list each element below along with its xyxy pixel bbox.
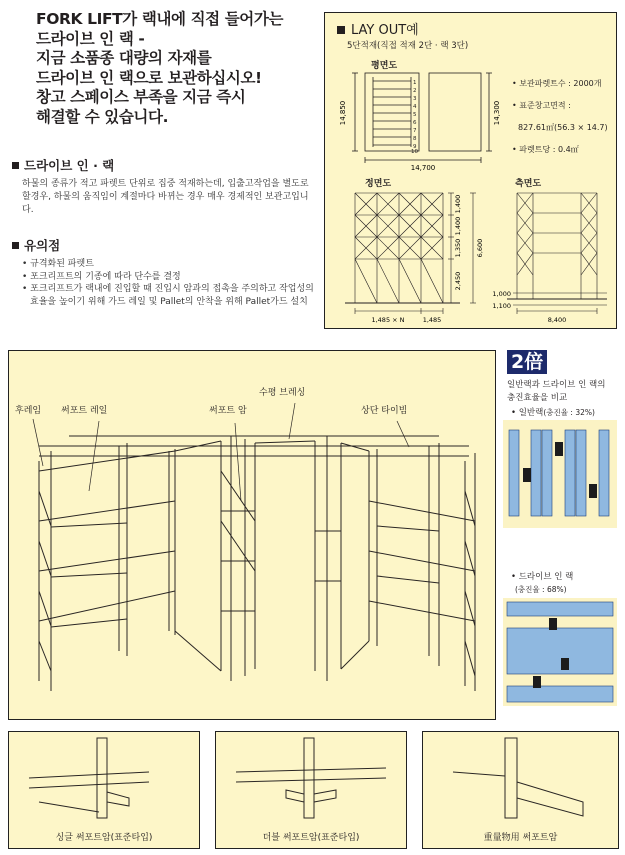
side-dim-d2: 1,100: [492, 302, 511, 310]
side-view-label: 측면도: [515, 179, 542, 189]
detail-caption: 重量物用 써포트암: [483, 833, 558, 843]
comparison-title-2: 충진효율을 비교: [507, 393, 568, 403]
plan-row-number: 7: [413, 128, 417, 134]
headline-line: 드라이브 인 랙 -: [36, 29, 145, 48]
plan-row-number: 4: [413, 104, 417, 110]
drive-in-rate: (충진율 : 68%): [515, 585, 567, 594]
layout-title: LAY OUT예: [337, 19, 419, 38]
front-dim-h4: 2,450: [454, 271, 462, 291]
plan-view-drawing: [352, 73, 492, 163]
drive-in-rack-svg: [503, 598, 617, 706]
front-dim-h3: 1,350: [454, 238, 462, 258]
layout-panel: [324, 12, 617, 329]
plan-row-number: 8: [413, 136, 417, 142]
normal-rack-svg: [503, 420, 617, 528]
label-rear-rail: 후레임: [15, 406, 42, 416]
drive-in-rack-diagram: [503, 598, 617, 706]
side-view-drawing: [507, 193, 607, 314]
plan-row-number: 10: [411, 149, 418, 155]
headline-line: 지금 소품종 대량의 자재를: [36, 49, 212, 67]
normal-rack-label: • 일반랙(충진율 : 32%): [511, 408, 595, 418]
comparison-panel: [503, 348, 617, 718]
plan-row-number: 6: [413, 120, 417, 126]
plan-dim-width: 14,700: [410, 164, 436, 172]
notes-title: 유의점: [12, 236, 60, 254]
plan-row-number: 9: [413, 144, 417, 150]
label-top-tie-beam: 상단 타이빔: [361, 406, 408, 416]
forklift-icon: [533, 676, 541, 688]
layout-subtitle: 5단적재(직접 적재 2단 · 랙 3단): [347, 41, 469, 51]
label-support-arm: 써포트 암: [209, 406, 247, 416]
forklift-icon: [523, 468, 531, 482]
double-arm-drawing: [216, 732, 406, 822]
layout-drawings: [325, 13, 616, 328]
plan-row-number: 1: [413, 80, 417, 86]
plan-row-numbers: [411, 80, 418, 155]
drive-in-body: 하물의 종류가 적고 파렛트 단위로 집중 적재하는데, 입출고작업을 별도로 할경우, 하물의 움직임이 계절마다 바뀌는 경우 매우 경제적인 보관고입니다.: [22, 179, 309, 215]
plan-dim-left: 14,850: [339, 100, 347, 126]
front-view-label: 정면도: [365, 179, 392, 189]
side-dim-depth: 8,400: [547, 316, 567, 324]
stat-pallets: • 보관파렛트수 : 2000개: [512, 79, 602, 88]
comparison-badge: 2倍: [507, 350, 547, 374]
headline-line: 창고 스페이스 부족을 지금 즉시: [36, 88, 246, 106]
note-item: • 규격화된 파렛트: [22, 259, 94, 269]
front-dim-end: 1,485: [422, 316, 442, 324]
stat-area-label: • 표준창고면적 :: [512, 101, 571, 110]
forklift-icon: [561, 658, 569, 670]
detail-caption: 더블 써포트암(표준타입): [262, 833, 360, 843]
square-bullet-icon: [12, 242, 19, 249]
forklift-icon: [555, 442, 563, 456]
detail-panel-double: [215, 731, 407, 849]
label-support-rail: 써포트 레일: [61, 406, 108, 416]
plan-row-number: 2: [413, 88, 417, 94]
detail-panel-single: [8, 731, 200, 849]
headline-line: FORK LIFT가 랙내에 직접 들어가는: [36, 10, 284, 28]
notes-list: [22, 258, 318, 308]
square-bullet-icon: [12, 162, 19, 169]
headline: [36, 10, 318, 127]
forklift-icon: [589, 484, 597, 498]
front-dim-h1: 1,400: [454, 194, 462, 214]
forklift-icon: [549, 618, 557, 630]
label-horizontal-bracing: 수평 브레싱: [259, 388, 306, 398]
plan-row-number: 3: [413, 96, 417, 102]
headline-line: 드라이브 인 랙으로 보관하십시오!: [36, 68, 262, 87]
stat-per-pallet: • 파렛트당 : 0.4㎡: [512, 145, 579, 154]
front-dim-bay: 1,485 × N: [371, 316, 405, 324]
detail-panel-heavy: [422, 731, 619, 849]
headline-line: 해결할 수 있습니다.: [36, 107, 169, 126]
drive-in-title: 드라이브 인 · 랙: [12, 156, 114, 174]
front-dim-total: 6,600: [476, 238, 484, 258]
single-arm-drawing: [9, 732, 199, 822]
rack-illustration-panel: [8, 350, 496, 720]
stat-area-value: 827.61㎡(56.3 × 14.7): [518, 123, 608, 132]
note-item: • 포크리프트가 랙내에 진입할 때 진입시 암과의 접촉을 주의하고 작업성의 효율을 높이기 위해 가드 레일 및 Pallet의 안착을 위해 Pallet가드 설치: [22, 284, 314, 307]
side-dim-d1: 1,000: [492, 290, 511, 298]
drive-in-rack-label: • 드라이브 인 랙: [511, 572, 574, 582]
plan-view-label: 평면도: [371, 61, 398, 71]
normal-rack-diagram: [503, 420, 617, 528]
front-dim-h2: 1,400: [454, 216, 462, 236]
note-item: • 포크리프트의 기종에 따라 단수를 결정: [22, 271, 181, 282]
comparison-title-1: 일반랙과 드라이브 인 랙의: [507, 380, 606, 390]
plan-dim-right: 14,300: [493, 100, 501, 126]
detail-caption: 싱글 써포트암(표준타입): [55, 833, 153, 843]
heavy-arm-drawing: [423, 732, 618, 822]
plan-row-number: 5: [413, 112, 417, 118]
